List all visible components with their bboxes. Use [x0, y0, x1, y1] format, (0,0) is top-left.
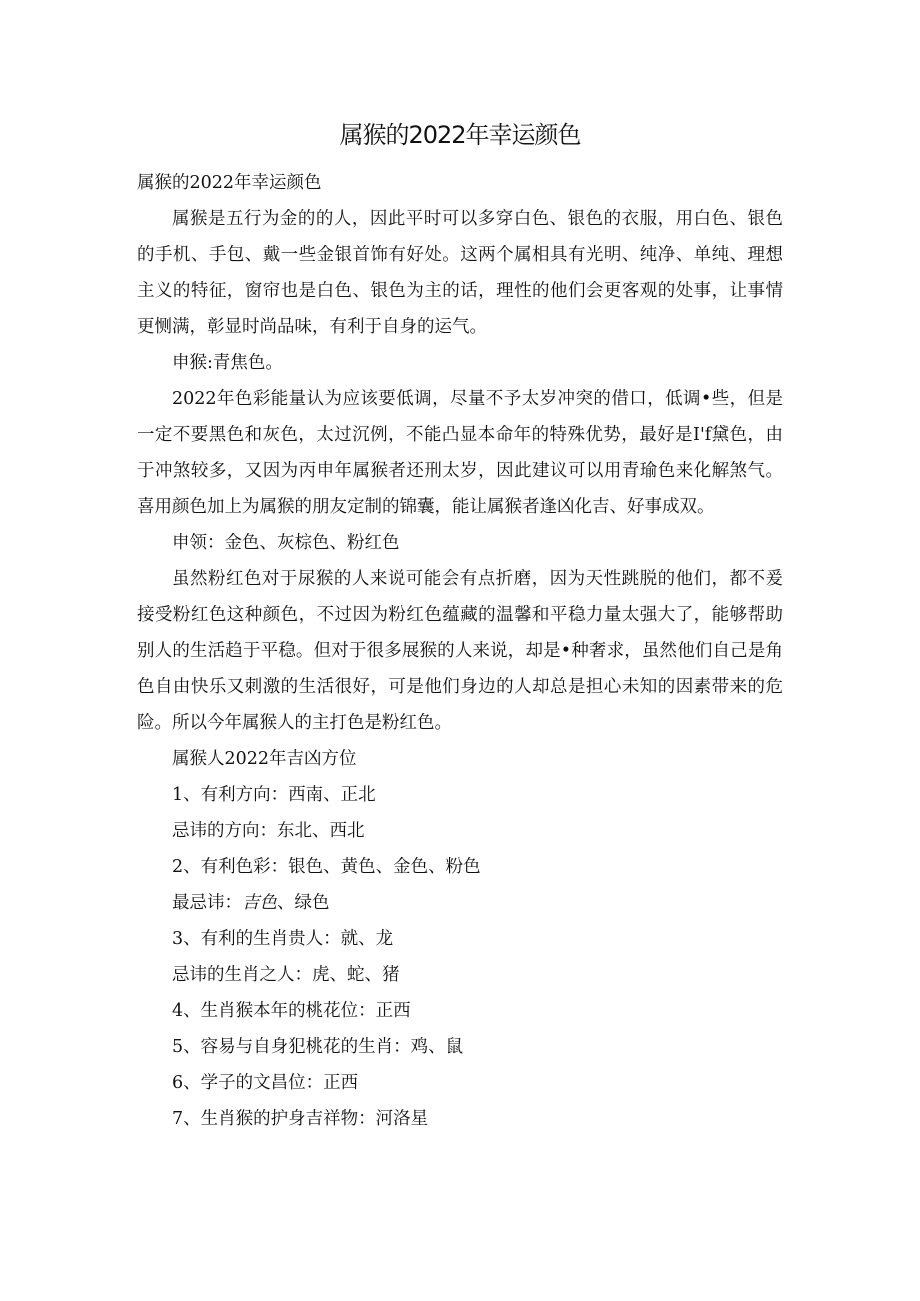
- paragraph-1: 属猴是五行为金的的人，因此平时可以多穿白色、银色的衣服，用白色、银色的手机、手包、戴一些金银首饰有好处。这两个属相具有光明、纯净、单纯、理想主义的特征，窗帘也是白色、银色为主的话，理性的他们会更客观的处事，让事情更恻满，彰显时尚品味，有利于自身的运气。: [137, 209, 783, 337]
- avoid-label: 最忌讳：: [172, 893, 242, 913]
- list-item-3-avoid: 忌讳的生肖之人：虎、蛇、猪: [172, 965, 400, 985]
- list-item-6: 6、学子的文昌位：正西: [172, 1073, 359, 1093]
- avoid-rest: 、绿色: [277, 893, 330, 913]
- paragraph-4: 申领：金色、灰棕色、粉红色: [172, 533, 400, 553]
- avoid-italic-color: 吉色: [242, 893, 277, 913]
- paragraph-5: 虽然粉红色对于尿猴的人来说可能会有点折磨，因为天性跳脱的他们，都不爰接受粉红色这种颜色，不过因为粉红色蕴藏的温馨和平稳力量太强大了，能够帮助别人的生活趋于平稳。但对于很多展猴的人来说，却是•种奢求，虽然他们自己是角色自由快乐又刺激的生活很好，可是他们身边的人却总是担心未知的因素带来的危险。所以今年属猴人的主打色是粉红色。: [137, 569, 783, 733]
- page-title: 属猴的2022年幸运颜色: [339, 121, 581, 149]
- list-heading: 属猴人2022年吉凶方位: [172, 749, 357, 769]
- list-item-7: 7、生肖猴的护身吉祥物：河洛星: [172, 1109, 429, 1129]
- list-item-1: 1、有利方向：西南、正北: [172, 785, 376, 805]
- list-item-1-avoid: 忌讳的方向：东北、西北: [172, 821, 365, 841]
- list-item-2: 2、有利色彩：银色、黄色、金色、粉色: [172, 857, 481, 877]
- paragraph-3: 2022年色彩能量认为应该要低调，尽量不予太岁冲突的借口，低调•些，但是一定不要黑色和灰色，太过沉例，不能凸显本命年的特殊优势，最好是I'f黛色，由于冲煞较多，又因为丙申年属猴者还刑太岁，因此建议可以用青瑜色来化解煞气。喜用颜色加上为属猴的朋友定制的锦囊，能让属猴者逢凶化吉、好事成双。: [137, 389, 783, 517]
- list-item-5: 5、容易与自身犯桃花的生肖：鸡、鼠: [172, 1037, 464, 1057]
- paragraph-2: 申猴:青焦色。: [172, 353, 283, 373]
- subtitle: 属猴的2022年幸运颜色: [137, 173, 322, 193]
- list-item-4: 4、生肖猴本年的桃花位：正西: [172, 1001, 411, 1021]
- document-body: [137, 165, 783, 1137]
- list-item-2-avoid: [137, 885, 783, 921]
- list-item-3: 3、有利的生肖贵人：就、龙: [172, 929, 394, 949]
